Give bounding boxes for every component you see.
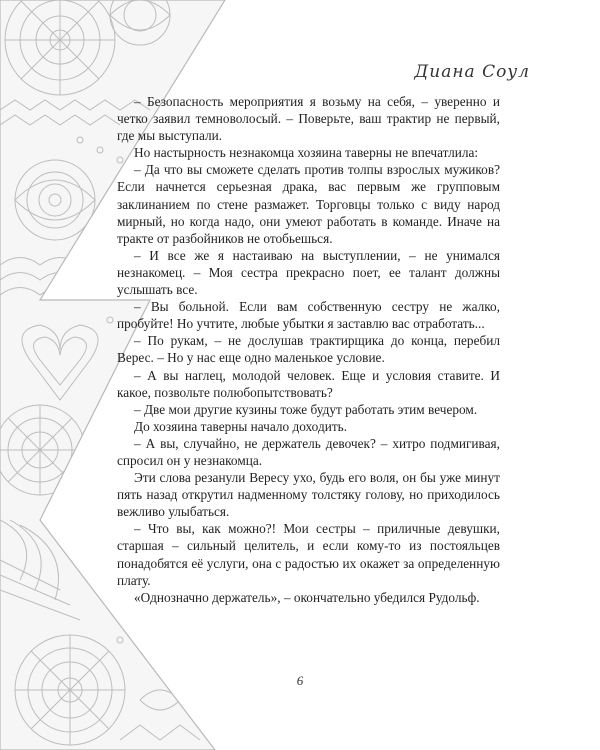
paragraph: Эти слова резанули Вересу ухо, будь его воля, он бы уже минут пять назад открутил надменному толстяку голову, но приходилось вежливо улыбаться. bbox=[117, 470, 500, 520]
paragraph: До хозяина таверны начало доходить. bbox=[134, 418, 348, 434]
paragraph: – Две мои другие кузины тоже будут работать этим вечером. bbox=[134, 401, 478, 417]
paragraph: – Что вы, как можно?! Мои сестры – приличные девушки, старшая – сильный целитель, и если кому-то из постояльцев понадобятся её услуги, она с радостью их окажет за определенную плату. bbox=[117, 521, 500, 588]
paragraph: – А вы наглец, молодой человек. Еще и условия ставите. И какое, позвольте полюбопытствовать? bbox=[117, 367, 500, 400]
paragraph: Но настырность незнакомца хозяина таверны не впечатлила: bbox=[134, 145, 479, 161]
paragraph: – А вы, случайно, не держатель девочек? – хитро подмигивая, спросил он у незнакомца. bbox=[117, 435, 500, 468]
paragraph: – Безопасность мероприятия я возьму на себя, – уверенно и четко заявил темноволосый. – Поверьте, ваш трактир не первый, где мы выступали. bbox=[117, 94, 500, 144]
running-header-author: Диана Соул bbox=[414, 62, 530, 82]
paragraph: «Однозначно держатель», – окончательно убедился Рудольф. bbox=[134, 589, 480, 605]
paragraph: – И все же я настаиваю на выступлении, – не унимался незнакомец. – Моя сестра прекрасно поет, ее талант должны услышать все. bbox=[117, 247, 500, 298]
paragraph: – Вы больной. Если вам собственную сестру не жалко, пробуйте! Но учтите, любые убытки я заставлю вас отработать... bbox=[117, 299, 500, 332]
paragraph: – Да что вы сможете сделать против толпы взрослых мужиков? Если начнется серьезная драка, вас первым же групповым заклинанием по стене размажет. Торговцы только с виду народ мирный, но когда надо, они умеют работать в команде. Иначе на тракте от разбойников не отобьешься. bbox=[117, 162, 500, 246]
body-text bbox=[117, 93, 500, 606]
paragraph: – По рукам, – не дослушав трактирщика до конца, перебил Верес. – Но у нас еще одно маленькое условие. bbox=[117, 333, 500, 366]
page-number: 6 bbox=[296, 673, 304, 688]
